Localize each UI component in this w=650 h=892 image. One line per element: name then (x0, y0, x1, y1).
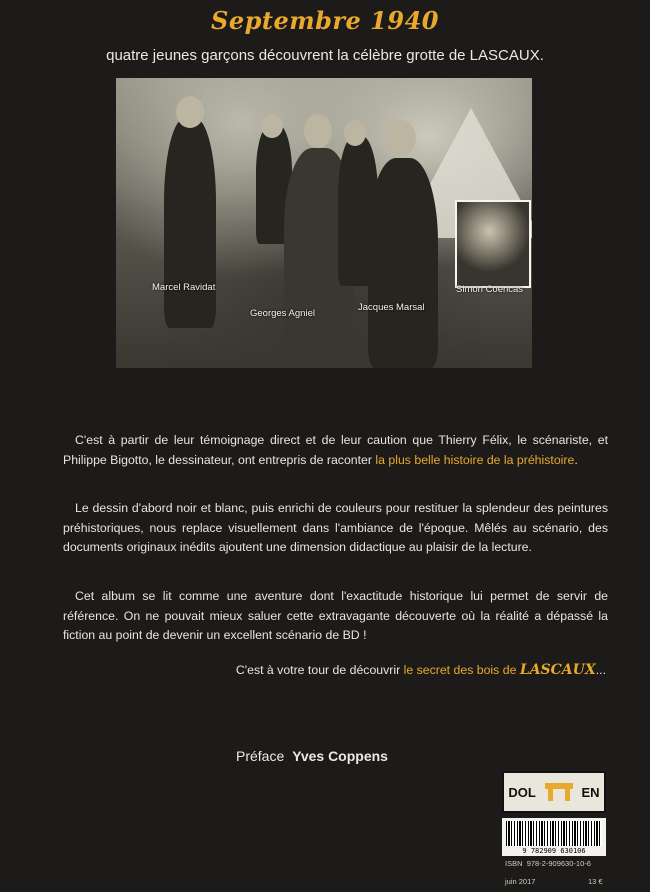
preface-author: Yves Coppens (292, 748, 388, 764)
paragraph-2: Le dessin d'abord noir et blanc, puis enrichi de couleurs pour restituer la splendeur des peintures préhistoriques, nous replace visuellement dans l'ambiance de l'époque. Mêlés au scénario, des documents originaux inédits ajoutent une dimension didactique au plaisir de la lecture. (63, 501, 608, 554)
cover-subtitle: quatre jeunes garçons découvrent la célèbre grotte de LASCAUX. (106, 47, 544, 64)
closing-highlight: le secret des bois de (403, 663, 517, 677)
paragraph-1-text: C'est à partir de leur témoignage direct et de leur caution que Thierry Félix, le scénariste, et Philippe Bigotto, le dessinateur, ont entrepris de raconter (63, 433, 608, 467)
label-marcel: Marcel Ravidat (152, 282, 216, 293)
historical-photo (116, 78, 532, 368)
cover-title: Septembre 1940 (211, 6, 439, 35)
logo-text-left: DOL (508, 784, 536, 800)
closing-text: C'est à votre tour de découvrir (235, 663, 404, 677)
dolmen-icon (545, 783, 573, 801)
logo-text-right: EN (581, 784, 600, 800)
closing-ellipsis: ... (595, 663, 606, 677)
barcode (502, 818, 606, 856)
isbn-label: ISBN (505, 859, 523, 868)
inset-photo-simon (455, 200, 531, 288)
lascaux-wordmark: LASCAUX (519, 662, 596, 678)
isbn-line (505, 859, 591, 868)
paragraph-1-highlight: la plus belle histoire de la préhistoire (375, 452, 575, 467)
preface-line (236, 748, 388, 764)
figure-background-head (261, 114, 283, 138)
figure-jacques-head (386, 120, 416, 156)
label-jacques: Jacques Marsal (358, 302, 425, 313)
barcode-digits: 9 782909 630106 (522, 847, 586, 855)
barcode-bars (506, 821, 602, 846)
paragraph-3: Cet album se lit comme une aventure dont l'exactitude historique lui permet de servir de référence. On ne pouvait mieux saluer cette extravagante découverte où la réalité a dépassé la fiction au point de devenir un excellent scénario de BD ! (63, 589, 608, 642)
publisher-logo (502, 771, 606, 813)
figure-marcel (164, 118, 216, 328)
paragraph-1 (63, 431, 608, 470)
figure-marcel-head (176, 96, 204, 128)
figure-background-2-head (344, 120, 366, 146)
paragraph-1-end: . (574, 452, 578, 467)
closing-line (0, 662, 606, 678)
publication-date: juin 2017 (505, 877, 536, 886)
preface-label: Préface (236, 748, 285, 764)
price: 13 € (588, 877, 603, 886)
isbn-number: 978-2-909630-10-6 (526, 859, 591, 868)
label-simon: Simon Coencas (456, 284, 524, 295)
figure-georges-head (304, 114, 332, 148)
label-georges: Georges Agniel (250, 308, 315, 319)
figure-jacques (368, 158, 438, 368)
